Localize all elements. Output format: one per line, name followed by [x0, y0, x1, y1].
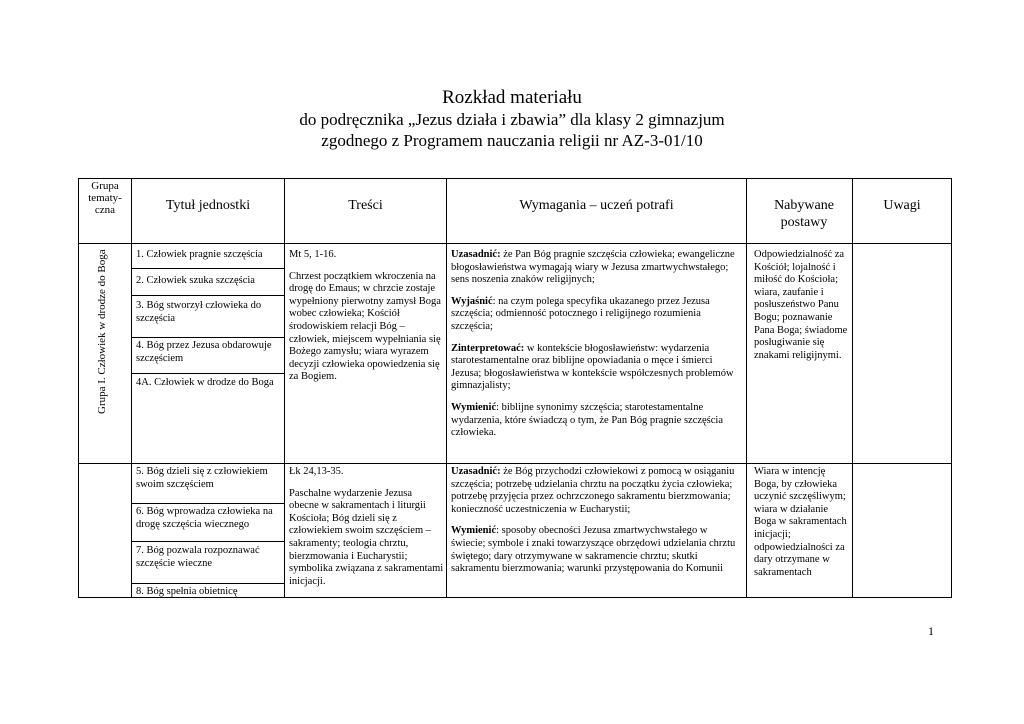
unit-title: 3. Bóg stworzył człowieka do szczęścia [136, 300, 262, 324]
row-divider [131, 373, 284, 374]
col-divider [284, 179, 285, 597]
unit-title: 8. Bóg spełnia obietnicę [136, 586, 238, 597]
content-text: Chrzest początkiem wkroczenia na drogę do Emaus; w chrzcie zostaje wypełniony pierwotny zamysł Boga wobec człowieka; Kościół środowiskiem relacji Bóg – człowiek, miejscem wypełniania się Bożego zamysłu; wiara wyrazem decyzji człowieka opowiedzenia się za Bogiem. [289, 270, 441, 383]
header-title: Tytuł jednostki [165, 198, 251, 213]
requirement-text: że Bóg przychodzi człowiekowi z pomocą w osiąganiu szczęścia; potrzebę udzielania chrztu na początku życia człowieka; potrzebę przyjęcia przez ochrzczonego sakramentu bierzmowania; konieczność uczestniczenia w Eucharystii; [451, 466, 735, 515]
attitudes-cell: Wiara w intencję Boga, by człowieka uczynić szczęśliwym; wiara w działanie Boga w sakramentach inicjacji; odpowiedzialności za dary otrzymane w sakramentach [754, 466, 847, 578]
content-reference: Łk 24,13-35. [289, 466, 344, 477]
header-group: Grupa tematy-czna [88, 180, 122, 216]
requirement-label: Wyjaśnić [451, 295, 493, 307]
row-divider [131, 503, 284, 504]
requirement-item [451, 402, 743, 440]
content-text: Paschalne wydarzenie Jezusa obecne w sakramentach i liturgii Kościoła; Bóg dzieli się z człowiekiem swoim szczęściem – sakramenty; teologia chrztu, bierzmowania i Eucharystii; symbolika związana z sakramentami inicjacji. [289, 487, 444, 587]
requirement-text: : biblijne synonimy szczęścia; starotestamentalne wydarzenia, które świadczą o tym, że Pan Bóg pragnie szczęścia człowieka. [451, 401, 724, 439]
document-title: Rozkład materiału [442, 87, 582, 108]
row-divider [131, 541, 284, 542]
content-reference: Mt 5, 1-16. [289, 249, 337, 260]
materials-table [78, 178, 952, 598]
requirement-item [451, 466, 743, 516]
unit-title: 7. Bóg pozwala rozpoznawać szczęście wieczne [136, 545, 260, 569]
requirement-item [451, 525, 743, 575]
header-notes: Uwagi [883, 198, 921, 213]
content-cell [289, 466, 444, 588]
requirement-text: : na czym polega specyfika ukazanego przez Jezusa szczęścia; odmienność potocznego i religijnego rozumienia szczęścia; [451, 295, 710, 332]
unit-title: 6. Bóg wprowadza człowieka na drogę szczęścia wiecznego [136, 506, 273, 530]
unit-title: 4A. Człowiek w drodze do Boga [136, 377, 274, 388]
row-divider [131, 295, 284, 296]
requirements-cell [451, 466, 743, 585]
attitudes-cell: Odpowiedzialność za Kościół; lojalność i miłość do Kościoła; wiara, zaufanie i posłuszeństwo Panu Bogu; poznawanie Pana Boga; świadome posługiwanie się znakami religijnymi. [754, 249, 848, 361]
document-subtitle-2: zgodnego z Programem nauczania religii nr AZ-3-01/10 [321, 131, 703, 150]
requirement-label: Uzasadnić: [451, 466, 501, 477]
row-divider [131, 337, 284, 338]
page-number: 1 [928, 624, 934, 638]
col-divider [746, 179, 747, 597]
requirement-item [451, 249, 743, 287]
requirement-label: Uzasadnić: [451, 249, 501, 260]
requirement-label: Zinterpretować: [451, 342, 525, 354]
header-divider [79, 243, 951, 244]
document-subtitle: do podręcznika „Jezus działa i zbawia” dla klasy 2 gimnazjum [299, 110, 725, 129]
content-cell [289, 249, 444, 384]
header-attitudes: Nabywane postawy [774, 198, 834, 230]
header-requirements: Wymagania – uczeń potrafi [519, 198, 674, 213]
col-divider [131, 179, 132, 597]
unit-title: 2. Człowiek szuka szczęścia [136, 275, 255, 286]
requirement-text: że Pan Bóg pragnie szczęścia człowieka; ewangeliczne błogosławieństwa wymagają wiary w Jezusa zmartwychwstałego; sens noszenia znaków religijnych; [451, 249, 735, 286]
requirement-item [451, 343, 743, 393]
requirement-text: : sposoby obecności Jezusa zmartwychwstałego w świecie; symbole i znaki towarzyszące obrzędowi udzielania chrztu świętego; dary otrzymywane w sakramencie chrztu; skutki sakramentu bierzmowania; warunki przystępowania do Komunii [451, 525, 736, 575]
header-content: Treści [348, 198, 383, 213]
unit-title: 1. Człowiek pragnie szczęścia [136, 249, 263, 260]
unit-title: 4. Bóg przez Jezusa obdarowuje szczęściem [136, 340, 272, 364]
row-divider [131, 583, 284, 584]
group-label: Grupa I. Człowiek w drodze do Boga [96, 249, 108, 414]
group-divider [79, 463, 951, 464]
requirement-item [451, 296, 743, 334]
requirement-text: w kontekście błogosławieństw: wydarzenia starotestamentalne oraz biblijne opowiadania o męce i śmierci Jezusa; błogosławieństwa w kontekście współczesnych problemów gimnazjalisty; [451, 342, 734, 392]
col-divider [852, 179, 853, 597]
requirement-label: Wymienić [451, 401, 497, 413]
row-divider [131, 268, 284, 269]
col-divider [446, 179, 447, 597]
unit-title: 5. Bóg dzieli się z człowiekiem swoim szczęściem [136, 466, 268, 490]
requirements-cell [451, 249, 743, 449]
requirement-label: Wymienić [451, 525, 497, 537]
